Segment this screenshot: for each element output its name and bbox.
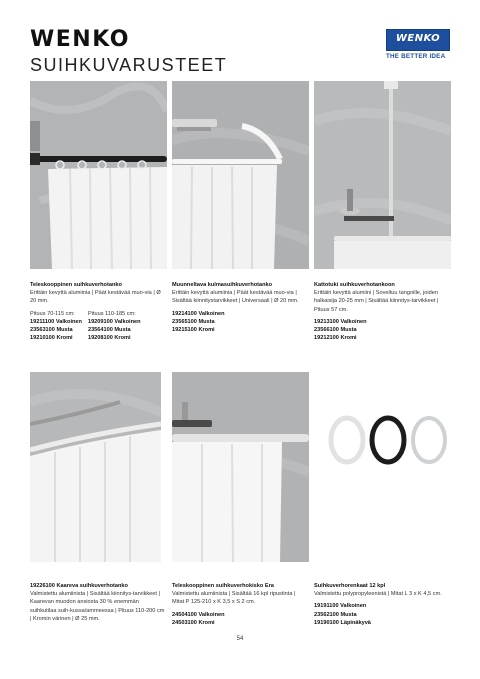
photo-telescopic-rod — [30, 81, 167, 269]
photo-corner-rod — [172, 81, 309, 269]
logo-tagline: THE BETTER IDEA — [386, 53, 446, 60]
product-title: Suihkuverhorenkaat 12 kpl — [314, 583, 386, 589]
page-number: 54 — [236, 636, 244, 642]
sku-line: 23565100 Musta — [172, 318, 215, 325]
product-description: Erittäin kevyttä alumiini | Soveltuu tangoille, joiden halkaisija 20-25 mm | Sisältää kiinnitys-tarvikkeet | Pituus 57 cm. — [314, 290, 439, 313]
page-subtitle: SUIHKUVARUSTEET — [30, 55, 228, 75]
photo-curtain-rings — [325, 410, 455, 470]
length-column-long — [88, 310, 141, 343]
product-title: 19226100 Kaareva suihkuverhotanko — [30, 583, 128, 589]
photo-ceiling-support — [314, 81, 451, 269]
sku-line: 23563100 Musta — [30, 327, 73, 334]
logo-text: WENKO — [395, 33, 441, 44]
product-description: Valmistettu polypropyleenistä | Mitat L 3 x K 4,5 cm. — [314, 591, 442, 598]
length-label: Pituus 70-115 cm: — [30, 310, 75, 317]
sku-line: 19214100 Valkoinen — [172, 310, 225, 317]
sku-line: 19190100 Läpinäkyvä — [314, 619, 371, 626]
product-caption-telescopic — [30, 281, 167, 342]
length-column-short — [30, 310, 82, 343]
sku-line: 19211100 Valkoinen — [30, 318, 82, 325]
product-description: Valmistettu alumiinista | Sisältää 16 kpl ripustinta | Mitat P 125-210 x K 3,5 x S 2 cm. — [172, 591, 296, 606]
product-description: Erittäin kevyttä alumiinia | Päät kestävää muo-via | Sisältää kiinnitystarvikkeet | Universaali | Ø 20 mm. — [172, 290, 299, 305]
brand-title: WENKO — [30, 27, 130, 52]
product-title: Kattotuki suihkuverhotankoon — [314, 282, 395, 288]
product-caption-era — [172, 582, 309, 627]
product-caption-curved — [30, 582, 165, 623]
product-caption-corner — [172, 281, 309, 334]
sku-line: 19213100 Valkoinen — [314, 318, 367, 325]
product-caption-rings — [314, 582, 451, 627]
product-title: Muunneltava kulmasuihkuverhotanko — [172, 282, 273, 288]
product-description: Erittäin kevyttä alumiinia | Päät kestävää muo-via | Ø 20 mm. — [30, 290, 161, 305]
sku-line: 19191100 Valkoinen — [314, 603, 367, 610]
sku-line: 19208100 Kromi — [87, 335, 131, 342]
product-caption-ceiling — [314, 281, 451, 342]
sku-line: 19209100 Valkoinen — [87, 318, 141, 325]
sku-line: 19215100 Kromi — [172, 327, 215, 334]
sku-line: 19210100 Kromi — [30, 335, 73, 342]
sku-line: 24504100 Valkoinen — [172, 611, 225, 618]
product-title: Teleskooppinen suihkuverhokisko Era — [172, 583, 274, 589]
length-label: Pituus 110-185 cm: — [87, 310, 136, 317]
sku-line: 23562100 Musta — [314, 611, 357, 618]
sku-line: 24503100 Kromi — [172, 619, 215, 626]
sku-line: 19212100 Kromi — [314, 335, 357, 342]
sku-line: 23566100 Musta — [314, 327, 357, 334]
sku-line: 23564100 Musta — [87, 327, 131, 334]
photo-era-rail — [172, 372, 309, 562]
photo-curved-rod — [30, 372, 161, 562]
product-description: Valmistettu alumiinista | Sisältää kiinnitys-tarvikkeet | Kaarevan muodon ansiosta 30 % enemmän suihkutilaa suih-kussa/ammeessa | Pituus 110-200 cm | Kromin värinen | Ø 25 mm. — [30, 591, 165, 622]
product-title: Teleskooppinen suihkuverhotanko — [30, 282, 122, 288]
wenko-logo — [386, 29, 450, 51]
